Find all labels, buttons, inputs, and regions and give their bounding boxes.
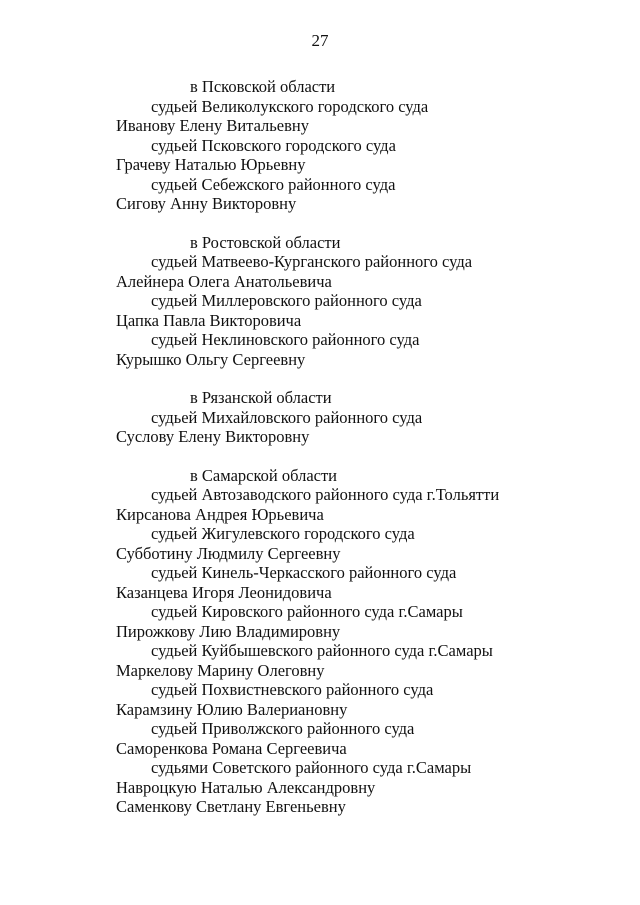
judge-name: Грачеву Наталью Юрьевну [116,155,306,174]
region-heading: в Самарской области [190,465,338,485]
court-title: судьей Похвистневского районного суда [151,680,434,699]
court-title: судьей Матвеево-Курганского районного суда [151,252,473,271]
region-heading: в Рязанской области [190,388,332,407]
court-title: судьей Михайловского районного суда [151,407,423,427]
court-title: судьей Куйбышевского районного суда г.Самары [151,641,493,660]
court-title: судьей Жигулевского городского суда [151,524,415,543]
region-section [0,233,640,370]
judge-name: Навроцкую Наталью Александровну [116,777,376,797]
judge-name: Сигову Анну Викторовну [116,194,297,213]
judge-name: Пирожкову Лию Владимировну [116,621,341,641]
judge-name: Саменкову Светлану Евгеньевну [116,797,346,816]
judge-name: Суслову Елену Викторовну [116,427,310,446]
court-title: судьей Неклиновского районного суда [151,330,420,349]
court-title: судьей Великолукского городского суда [151,96,429,116]
court-title: судьей Кировского районного суда г.Самары [151,602,463,621]
judge-name: Кирсанова Андрея Юрьевича [116,504,324,524]
judge-name: Иванову Елену Витальевну [116,116,310,135]
court-title: судьей Автозаводского районного суда г.Тольятти [151,485,500,504]
court-title: судьей Приволжского районного суда [151,719,415,738]
region-section [0,466,640,817]
court-title: судьей Миллеровского районного суда [151,291,422,310]
region-section [0,388,640,447]
judge-name: Саморенкова Романа Сергеевича [116,738,347,758]
court-title: судьями Советского районного суда г.Самары [151,758,472,777]
court-title: судьей Кинель-Черкасского районного суда [151,563,457,582]
judge-name: Субботину Людмилу Сергеевну [116,543,341,563]
judge-name: Карамзину Юлию Валериановну [116,699,348,719]
region-heading: в Ростовской области [190,232,341,252]
judge-name: Маркелову Марину Олеговну [116,660,325,680]
judge-name: Алейнера Олега Анатольевича [116,271,332,291]
court-title: судьей Себежского районного суда [151,174,396,194]
court-title: судьей Псковского городского суда [151,135,396,155]
appointments-list [0,77,640,836]
judge-name: Казанцева Игоря Леонидовича [116,582,332,602]
judge-name: Цапка Павла Викторовича [116,310,302,330]
region-heading: в Псковской области [190,77,336,96]
judge-name: Курышко Ольгу Сергеевну [116,349,306,369]
page-number: 27 [311,31,329,50]
region-section [0,77,640,214]
